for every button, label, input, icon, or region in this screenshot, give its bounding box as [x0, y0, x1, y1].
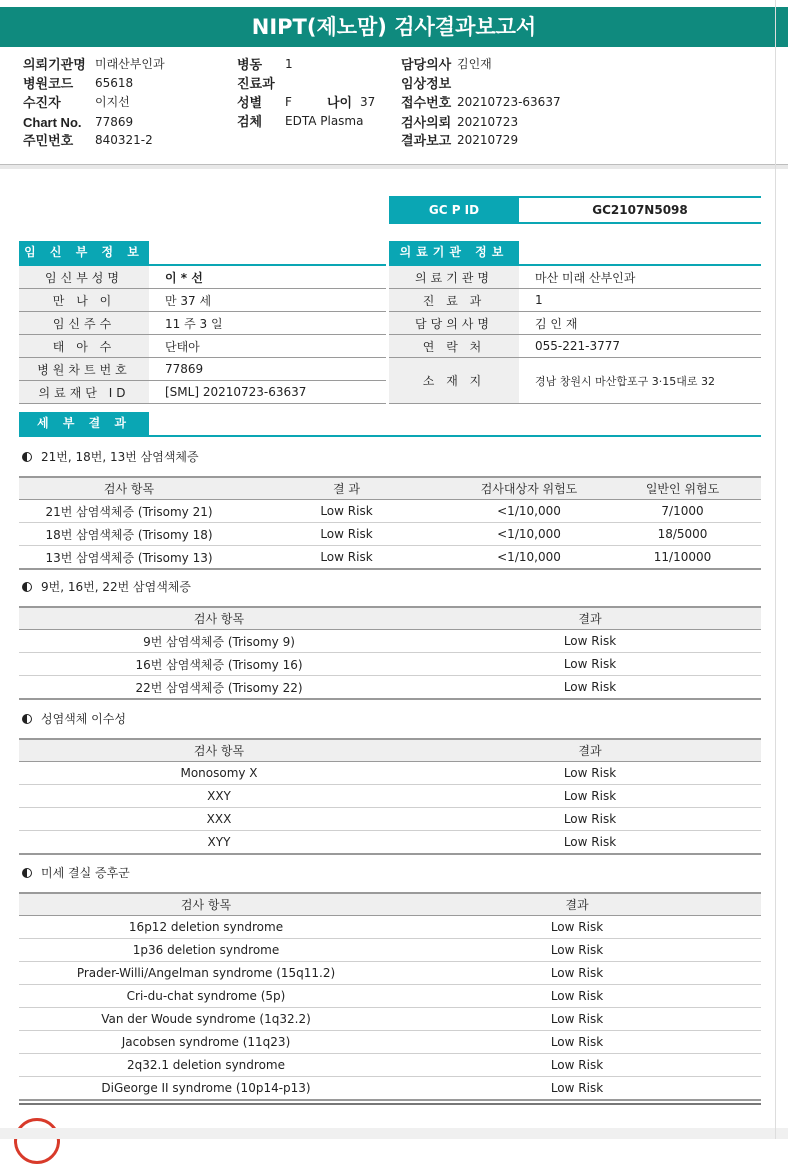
table-row — [19, 985, 761, 1008]
result: Low Risk — [393, 962, 761, 985]
half-circle-icon — [22, 452, 32, 462]
result: Low Risk — [419, 676, 761, 700]
sec4-table — [19, 892, 761, 1101]
result: Low Risk — [239, 500, 454, 523]
pregnant-info-table — [19, 266, 386, 404]
sec2-table — [19, 606, 761, 700]
result: Low Risk — [393, 939, 761, 962]
col-header: 일반인 위험도 — [604, 477, 761, 500]
test-item: 18번 삼염색체증 (Trisomy 18) — [19, 523, 239, 546]
header-info — [0, 48, 788, 166]
result: Low Risk — [393, 1031, 761, 1054]
table-row — [19, 653, 761, 676]
table-row — [19, 808, 761, 831]
test-item: 21번 삼염색체증 (Trisomy 21) — [19, 500, 239, 523]
sec3-heading — [22, 710, 126, 728]
subject-risk: <1/10,000 — [454, 523, 604, 546]
institution-info-value: 경남 창원시 마산합포구 3·15대로 32 — [519, 358, 761, 404]
pregnant-info-value: 만 37 세 — [149, 289, 386, 312]
result: Low Risk — [393, 1054, 761, 1077]
table-row — [19, 676, 761, 700]
sec1-table — [19, 476, 761, 570]
result: Low Risk — [419, 762, 761, 785]
result: Low Risk — [419, 785, 761, 808]
table-row — [19, 546, 761, 570]
institution-info-key: 진 료 과 — [389, 289, 519, 312]
half-circle-icon — [22, 714, 32, 724]
general-risk: 11/10000 — [604, 546, 761, 570]
result: Low Risk — [239, 546, 454, 570]
col-header: 결과 — [419, 607, 761, 630]
details-rule — [19, 435, 761, 437]
ward-label: 병동 — [237, 57, 263, 72]
table-row — [19, 523, 761, 546]
col-header: 결 과 — [239, 477, 454, 500]
table-row — [19, 962, 761, 985]
table-row — [19, 831, 761, 855]
test-item: XXX — [19, 808, 419, 831]
institution-info-value: 055-221-3777 — [519, 335, 761, 358]
age-value: 37 — [360, 95, 376, 109]
header-divider — [0, 164, 788, 169]
sec3-table — [19, 738, 761, 855]
institution-info-key: 의료기관명 — [389, 266, 519, 289]
general-risk: 7/1000 — [604, 500, 761, 523]
test-item: XYY — [19, 831, 419, 855]
pregnant-info-value: [SML] 20210723-63637 — [149, 381, 386, 404]
subject-risk: <1/10,000 — [454, 546, 604, 570]
sex-value: F — [285, 95, 292, 109]
pregnant-info-value: 11 주 3 일 — [149, 312, 386, 335]
test-item: DiGeorge II syndrome (10p14-p13) — [19, 1077, 393, 1101]
test-item: 9번 삼염색체증 (Trisomy 9) — [19, 630, 419, 653]
pregnant-info-key: 태 아 수 — [19, 335, 149, 358]
gcp-id-label: GC P ID — [389, 198, 519, 222]
id-label: 주민번호 — [23, 133, 74, 148]
pregnant-info-value: 이 * 선 — [149, 266, 386, 289]
test-item: Prader-Willi/Angelman syndrome (15q11.2) — [19, 962, 393, 985]
footer-rule — [19, 1103, 761, 1105]
table-row — [19, 1054, 761, 1077]
test-item: 16번 삼염색체증 (Trisomy 16) — [19, 653, 419, 676]
receipt-value: 20210723-63637 — [457, 95, 561, 109]
request-value: 20210723 — [457, 115, 519, 129]
gcp-id-box — [389, 196, 761, 224]
hospital-code-label: 병원코드 — [23, 76, 74, 91]
col-header: 결과 — [419, 739, 761, 762]
test-item: 13번 삼염색체증 (Trisomy 13) — [19, 546, 239, 570]
test-item: Monosomy X — [19, 762, 419, 785]
pregnant-info-value: 77869 — [149, 358, 386, 381]
institution-info-value: 김 인 재 — [519, 312, 761, 335]
half-circle-icon — [22, 582, 32, 592]
report-value: 20210729 — [457, 133, 519, 147]
sec1-heading-text: 21번, 18번, 13번 삼염색체증 — [41, 450, 199, 464]
pregnant-info-key: 임신주수 — [19, 312, 149, 335]
result: Low Risk — [393, 1008, 761, 1031]
sec2-heading — [22, 578, 191, 596]
institution-info-value: 1 — [519, 289, 761, 312]
result: Low Risk — [393, 1077, 761, 1101]
result: Low Risk — [419, 808, 761, 831]
result: Low Risk — [393, 985, 761, 1008]
col-header: 검사 항목 — [19, 477, 239, 500]
result: Low Risk — [393, 916, 761, 939]
table-row — [19, 785, 761, 808]
col-header: 결과 — [393, 893, 761, 916]
id-value: 840321-2 — [95, 133, 153, 147]
institution-label: 의뢰기관명 — [23, 57, 86, 72]
half-circle-icon — [22, 868, 32, 878]
table-row — [19, 500, 761, 523]
pregnant-info-key: 만 나 이 — [19, 289, 149, 312]
specimen-label: 검체 — [237, 114, 263, 129]
col-header: 검사대상자 위험도 — [454, 477, 604, 500]
institution-info-table — [389, 266, 761, 404]
specimen-value: EDTA Plasma — [285, 114, 364, 128]
table-row — [19, 1077, 761, 1101]
doctor-value: 김인재 — [457, 57, 492, 71]
col-header: 검사 항목 — [19, 893, 393, 916]
institution-info-key: 담당의사명 — [389, 312, 519, 335]
sec3-heading-text: 성염색체 이수성 — [41, 712, 126, 726]
page-bottom-edge — [0, 1128, 788, 1139]
col-header: 검사 항목 — [19, 739, 419, 762]
details-title: 세 부 결 과 — [19, 412, 149, 435]
test-item: 22번 삼염색체증 (Trisomy 22) — [19, 676, 419, 700]
pregnant-info-key: 의료재단 ID — [19, 381, 149, 404]
pregnant-info-title: 임 신 부 정 보 — [19, 241, 149, 264]
test-item: Cri-du-chat syndrome (5p) — [19, 985, 393, 1008]
table-row — [19, 916, 761, 939]
sec4-heading — [22, 864, 130, 882]
sec4-heading-text: 미세 결실 증후군 — [41, 866, 130, 880]
patient-value: 이지선 — [95, 95, 130, 109]
result: Low Risk — [419, 630, 761, 653]
test-item: XXY — [19, 785, 419, 808]
receipt-label: 접수번호 — [401, 95, 452, 110]
table-row — [19, 939, 761, 962]
test-item: 1p36 deletion syndrome — [19, 939, 393, 962]
test-item: Van der Woude syndrome (1q32.2) — [19, 1008, 393, 1031]
dept-label: 진료과 — [237, 76, 275, 91]
report-label: 결과보고 — [401, 133, 452, 148]
pregnant-info-key: 임신부성명 — [19, 266, 149, 289]
hospital-code-value: 65618 — [95, 76, 134, 90]
request-label: 검사의뢰 — [401, 115, 452, 130]
result: Low Risk — [239, 523, 454, 546]
ward-value: 1 — [285, 57, 293, 71]
table-row — [19, 762, 761, 785]
chart-label: Chart No. — [23, 115, 82, 130]
general-risk: 18/5000 — [604, 523, 761, 546]
chart-value: 77869 — [95, 115, 134, 129]
page-right-edge — [775, 0, 776, 1139]
subject-risk: <1/10,000 — [454, 500, 604, 523]
sec2-heading-text: 9번, 16번, 22번 삼염색체증 — [41, 580, 191, 594]
col-header: 검사 항목 — [19, 607, 419, 630]
table-row — [19, 1008, 761, 1031]
gcp-id-value: GC2107N5098 — [592, 203, 688, 217]
result: Low Risk — [419, 653, 761, 676]
sec1-heading — [22, 448, 199, 466]
sex-label: 성별 — [237, 95, 263, 110]
institution-info-key: 연 락 처 — [389, 335, 519, 358]
result: Low Risk — [419, 831, 761, 855]
table-row — [19, 1031, 761, 1054]
pregnant-info-key: 병원차트번호 — [19, 358, 149, 381]
institution-info-title: 의료기관 정보 — [389, 241, 519, 264]
test-item: Jacobsen syndrome (11q23) — [19, 1031, 393, 1054]
table-row — [19, 630, 761, 653]
test-item: 2q32.1 deletion syndrome — [19, 1054, 393, 1077]
test-item: 16p12 deletion syndrome — [19, 916, 393, 939]
age-label: 나이 — [327, 95, 353, 110]
doctor-label: 담당의사 — [401, 57, 452, 72]
institution-info-value: 마산 미래 산부인과 — [519, 266, 761, 289]
footer-logo-icon — [14, 1118, 60, 1164]
report-title: NIPT(제노맘) 검사결과보고서 — [0, 7, 788, 47]
clinical-label: 임상정보 — [401, 76, 452, 91]
institution-value: 미래산부인과 — [95, 57, 165, 71]
patient-label: 수진자 — [23, 95, 61, 110]
pregnant-info-value: 단태아 — [149, 335, 386, 358]
institution-info-key: 소 재 지 — [389, 358, 519, 404]
